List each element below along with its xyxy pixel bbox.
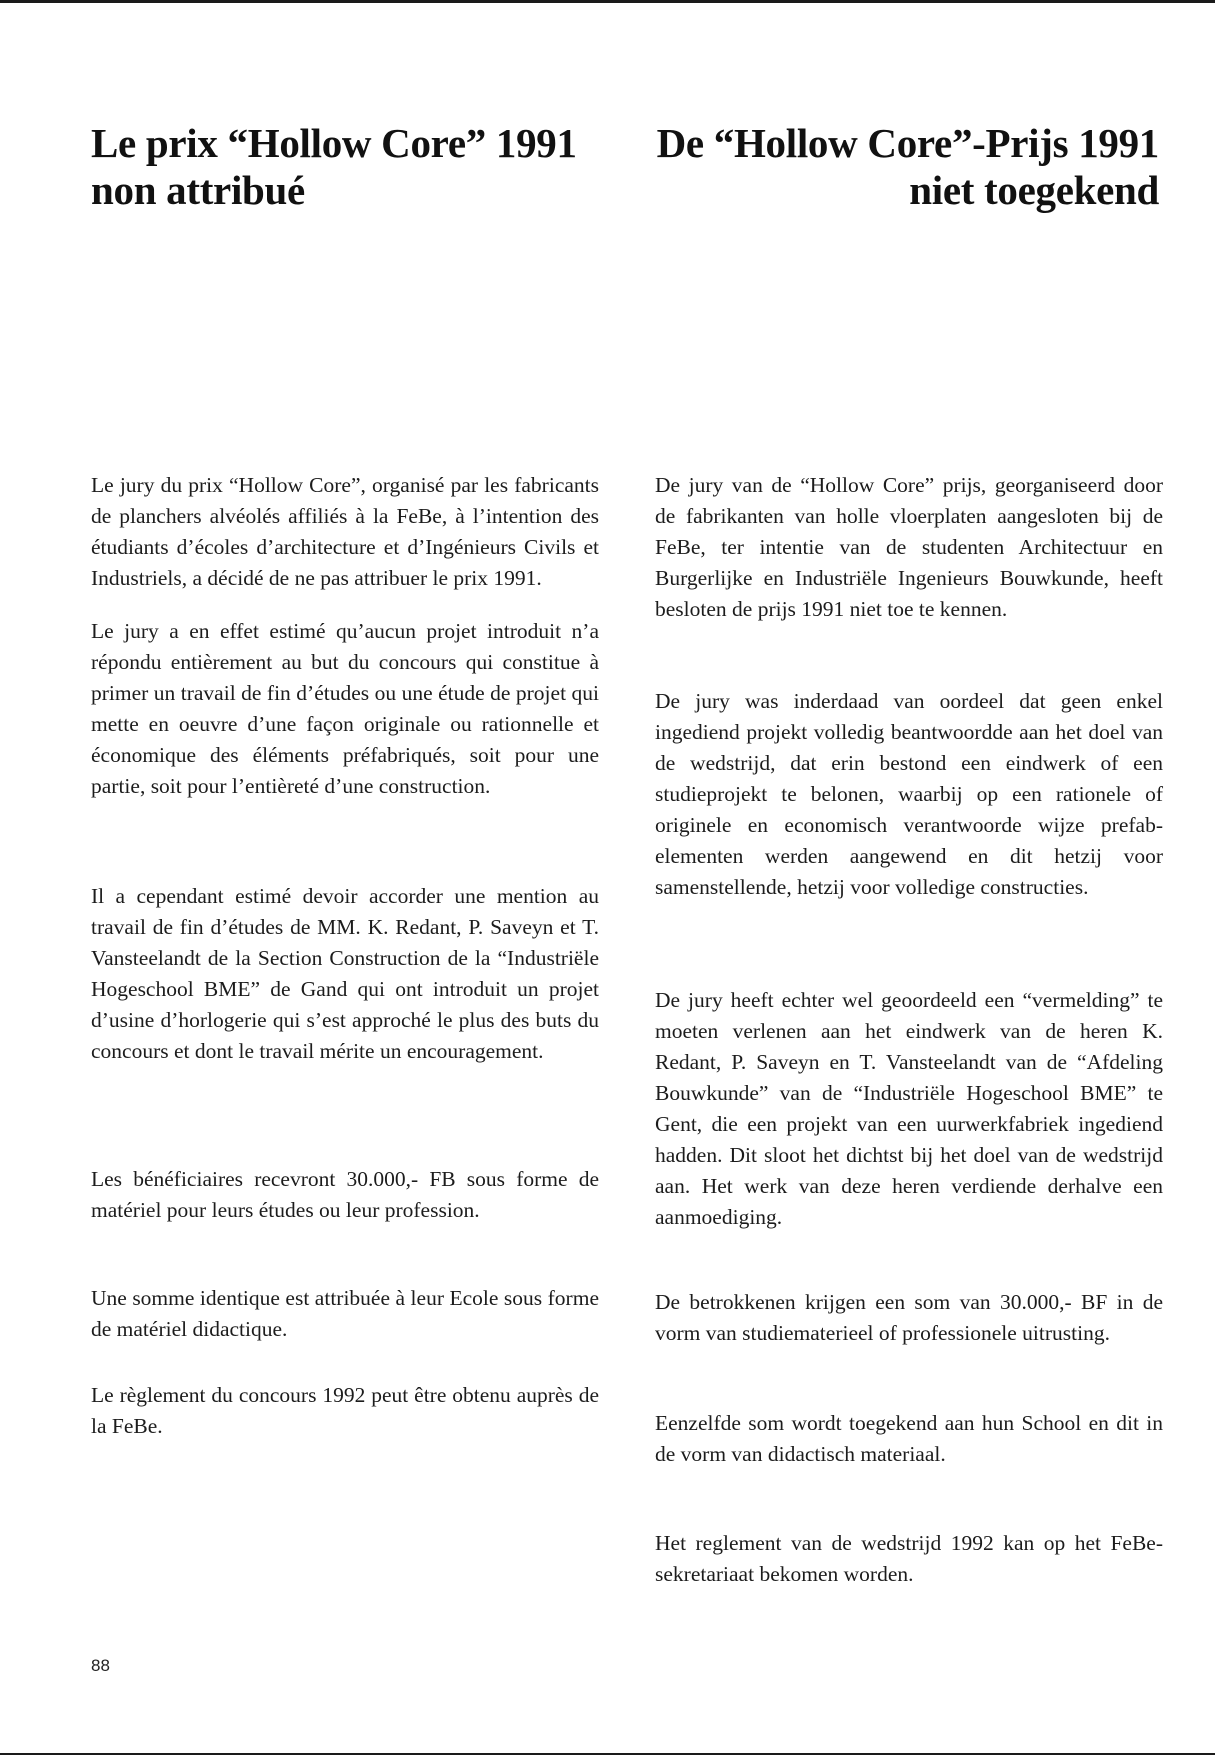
french-paragraph-6: Le règlement du concours 1992 peut être obtenu auprès de la FeBe.: [91, 1383, 599, 1438]
french-paragraph-4: Les bénéficiaires recevront 30.000,- FB sous forme de matériel pour leurs études ou leur profession.: [91, 1167, 599, 1222]
title-dutch-line-1: De “Hollow Core”-Prijs 1991: [656, 120, 1159, 166]
dutch-paragraph-2: De jury was inderdaad van oordeel dat geen enkel ingediend projekt volledig beantwoordde aan het doel van de wedstrijd, dat erin bestond een eindwerk of een studieprojekt te belonen, waarbij op een rationele of originele en economisch verantwoorde wijze prefab-elementen werden aangewend en dit hetzij voor samenstellende, hetzij voor volledige constructies.: [655, 689, 1163, 899]
title-french: [91, 120, 577, 214]
title-dutch: [657, 120, 1159, 214]
dutch-paragraph-1: De jury van de “Hollow Core” prijs, georganiseerd door de fabrikanten van holle vloerplaten aangesloten bij de FeBe, ter intentie van de studenten Architectuur en Burgerlijke en Industriële Ingenieurs Bouwkunde, heeft besloten de prijs 1991 niet toe te kennen.: [655, 473, 1163, 621]
title-french-line-2: non attribué: [91, 167, 305, 213]
top-border-line: [0, 0, 1215, 3]
dutch-paragraph-3: De jury heeft echter wel geoordeeld een “vermelding” te moeten verlenen aan het eindwerk van de heren K. Redant, P. Saveyn en T. Vansteelandt van de “Afdeling Bouwkunde” van de “Industriële Hogeschool BME” te Gent, die een projekt van een uurwerkfabriek ingediend hadden. Dit sloot het dichtst bij het doel van de wedstrijd aan. Het werk van deze heren verdiende derhalve een aanmoediging.: [655, 988, 1163, 1229]
dutch-paragraph-4: De betrokkenen krijgen een som van 30.000,- BF in de vorm van studiematerieel of professionele uitrusting.: [655, 1290, 1163, 1345]
french-paragraph-1: Le jury du prix “Hollow Core”, organisé par les fabricants de planchers alvéolés affiliés à la FeBe, à l’intention des étudiants d’écoles d’architecture et d’Ingénieurs Civils et Industriels, a décidé de ne pas attribuer le prix 1991.: [91, 473, 599, 590]
french-paragraph-3: Il a cependant estimé devoir accorder une mention au travail de fin d’études de MM. K. Redant, P. Saveyn et T. Vansteelandt de la Section Construction de la “Industriële Hogeschool BME” de Gand qui ont introduit un projet d’usine d’horlogerie qui s’est approché le plus des buts du concours et dont le travail mérite un encouragement.: [91, 884, 599, 1063]
french-paragraph-5: Une somme identique est attribuée à leur Ecole sous forme de matériel didactique.: [91, 1286, 599, 1341]
title-dutch-line-2: niet toegekend: [909, 167, 1159, 213]
dutch-paragraph-6: Het reglement van de wedstrijd 1992 kan op het FeBe-sekretariaat bekomen worden.: [655, 1531, 1163, 1586]
title-french-line-1: Le prix “Hollow Core” 1991: [91, 120, 577, 166]
page-number: 88: [91, 1656, 110, 1675]
dutch-paragraph-5: Eenzelfde som wordt toegekend aan hun School en dit in de vorm van didactisch materiaal.: [655, 1411, 1163, 1466]
french-paragraph-2: Le jury a en effet estimé qu’aucun projet introduit n’a répondu entièrement au but du concours qui constitue à primer un travail de fin d’études ou une étude de projet qui mette en oeuvre d’une façon originale ou rationnelle et économique des éléments préfabriqués, soit pour une partie, soit pour l’entièreté d’une construction.: [91, 619, 599, 798]
bottom-border-line: [0, 1753, 1215, 1755]
